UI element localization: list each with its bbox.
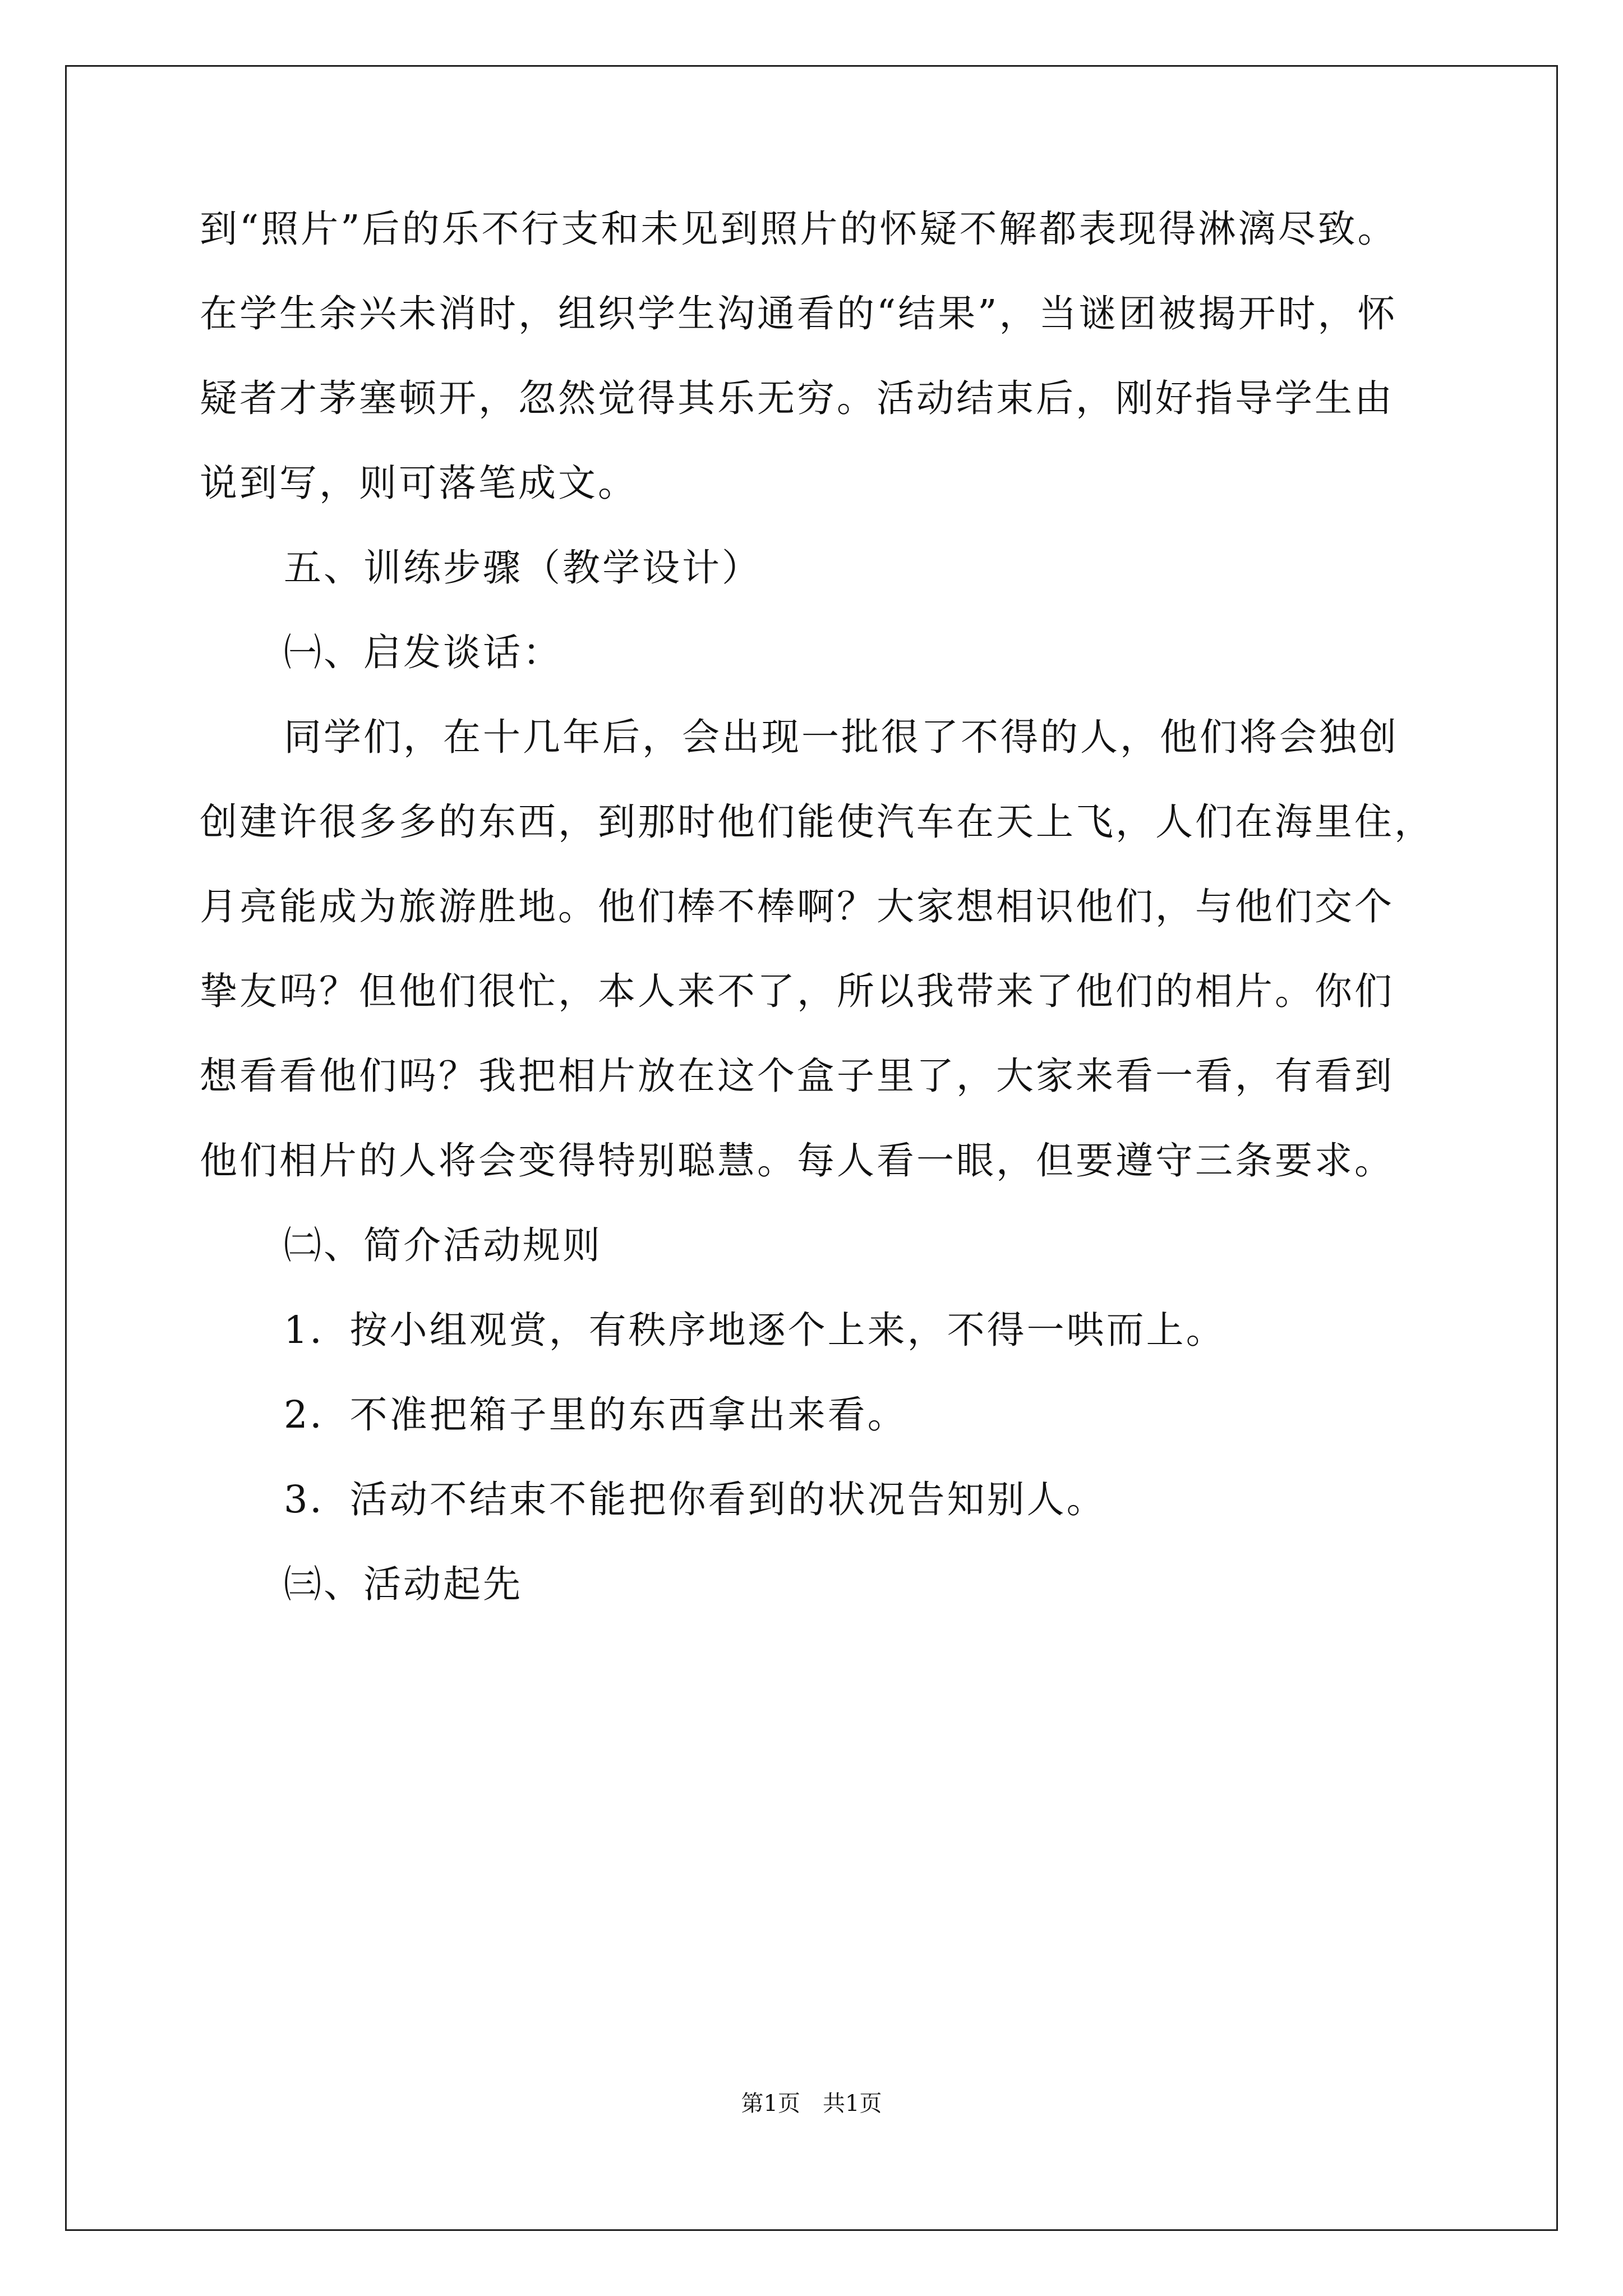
text-line: 同学们，在十几年后，会出现一批很了不得的人，他们将会独创	[284, 715, 1399, 759]
page-footer: 第1页 共1页	[741, 2091, 882, 2116]
text-line: 想看看他们吗？我把相片放在这个盒子里了，大家来看一看，有看到	[200, 1054, 1394, 1098]
text-line: 挚友吗？但他们很忙，本人来不了，所以我带来了他们的相片。你们	[200, 969, 1394, 1013]
section-heading: 五、训练步骤（教学设计）	[284, 546, 762, 590]
text-line: 他们相片的人将会变得特别聪慧。每人看一眼，但要遵守三条要求。	[200, 1139, 1394, 1182]
text-line: 到“照片”后的乐不行支和未见到照片的怀疑不解都表现得淋漓尽致。	[200, 207, 1398, 251]
subsection-heading: ㈡、简介活动规则	[284, 1223, 602, 1267]
text-line: 说到写，则可落笔成文。	[200, 461, 638, 505]
subsection-heading: ㈢、活动起先	[284, 1562, 523, 1606]
rule-item: 3．活动不结束不能把你看到的状况告知别人。	[284, 1478, 1106, 1521]
text-line: 疑者才茅塞顿开，忽然觉得其乐无穷。活动结束后，刚好指导学生由	[200, 376, 1394, 420]
rule-item: 2．不准把箱子里的东西拿出来看。	[284, 1393, 907, 1437]
rule-item: 1．按小组观赏，有秩序地逐个上来，不得一哄而上。	[284, 1308, 1226, 1352]
text-line: 创建许很多多的东西，到那时他们能使汽车在天上飞，人们在海里住，	[200, 800, 1434, 844]
subsection-heading: ㈠、启发谈话：	[284, 631, 562, 674]
text-line: 在学生余兴未消时，组织学生沟通看的“结果”，当谜团被揭开时，怀	[200, 292, 1398, 335]
text-line: 月亮能成为旅游胜地。他们棒不棒啊？大家想相识他们，与他们交个	[200, 885, 1394, 928]
